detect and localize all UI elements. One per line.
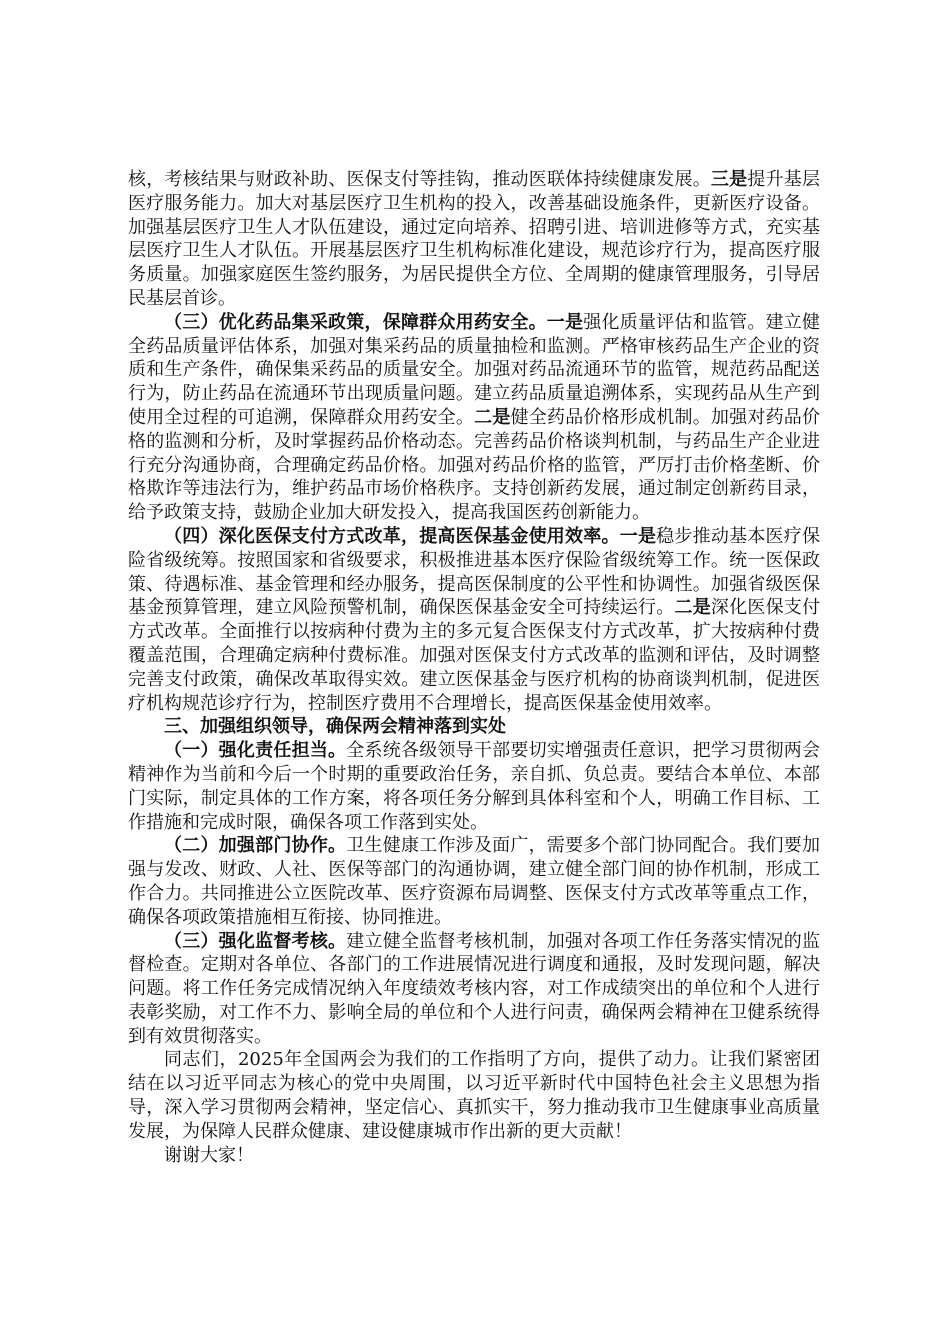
- paragraph-text: 核，考核结果与财政补助、医保支付等挂钩，推动医联体持续健康发展。: [128, 169, 711, 190]
- paragraph-medical-alliance: [128, 168, 820, 311]
- section-heading-drug-procurement: （三）优化药品集采政策，保障群众用药安全。一是: [164, 311, 584, 333]
- paragraph-text: 卫生健康工作涉及面广，需要多个部门协同配合。我们要加强与发改、财政、人社、医保等部门的沟通协调，建立健全部门间的协作机制，形成工作合力。共同推进公立医院改革、医疗资源布局调整、医保支付方式改革等重点工作，确保各项政策措施相互衔接、协同推进。: [128, 835, 821, 928]
- paragraph-text: 建立健全监督考核机制，加强对各项工作任务落实情况的监督检查。定期对各单位、各部门的工作进展情况进行调度和通报，及时发现问题，解决问题。将工作任务完成情况纳入年度绩效考核内容，对工作成绩突出的单位和个人进行表彰奖励，对工作不力、影响全局的单位和个人进行问责，确保两会精神在卫健系统得到有效贯彻落实。: [128, 930, 821, 1047]
- section-heading-insurance-payment: （四）深化医保支付方式改革，提高医保基金使用效率。一是: [164, 525, 657, 547]
- paragraph-responsibility: [128, 739, 820, 834]
- closing-thanks: 谢谢大家！: [164, 1144, 254, 1166]
- paragraph-text: 同志们，2025年全国两会为我们的工作指明了方向，提供了动力。让我们紧密团结在以习近平同志为核心的党中央周围，以习近平新时代中国特色社会主义思想为指导，深入学习贯彻两会精神，坚定信心、真抓实干，努力推动我市卫生健康事业高质量发展，为保障人民群众健康、建设健康城市作出新的更大贡献！: [128, 1049, 820, 1142]
- section-heading-supervision: （三）强化监督考核。: [164, 930, 347, 952]
- paragraph-closing: [128, 1048, 820, 1143]
- bold-marker-two: 二是: [474, 406, 511, 428]
- paragraph-supervision: [128, 930, 820, 1049]
- paragraph-text: 健全药品价格形成机制。加强对药品价格的监测和分析，及时掌握药品价格动态。完善药品价格谈判机制，与药品生产企业进行充分沟通协商，合理确定药品价格。加强对药品价格的监管，严厉打击价格垄断、价格欺诈等违法行为，维护药品市场价格秩序。支持创新药发展，通过制定创新药目录，给予政策支持，鼓励企业加大研发投入，提高我国医药创新能力。: [128, 406, 821, 524]
- part-three-heading: 三、加强组织领导，确保两会精神落到实处: [164, 716, 506, 738]
- paragraph-text: 全系统各级领导干部要切实增强责任意识，把学习贯彻两会精神作为当前和今后一个时期的重要政治任务，亲自抓、负总责。要结合本单位、本部门实际，制定具体的工作方案，将各项任务分解到具体科室和个人，明确工作目标、工作措施和完成时限，确保各项工作落到实处。: [128, 740, 821, 833]
- section-heading-department-coordination: （二）加强部门协作。: [164, 835, 347, 857]
- paragraph-text: 深化医保支付方式改革。全面推行以按病种付费为主的多元复合医保支付方式改革，扩大按病种付费覆盖范围，合理确定病种付费标准。加强对医保支付方式改革的监测和评估，及时调整完善支付政策，确保改革取得实效。建立医保基金与医疗机构的协商谈判机制，促进医疗机构规范诊疗行为，控制医疗费用不合理增长，提高医保基金使用效率。: [128, 597, 821, 714]
- paragraph-insurance-payment: [128, 525, 820, 715]
- bold-marker-two: 二是: [674, 597, 711, 619]
- paragraph-text: 强化质量评估和监管。建立健全药品质量评估体系，加强对集采药品的质量抽检和监测。严格审核药品生产企业的资质和生产条件，确保集采药品的质量安全。加强对药品流通环节的监管，规范药品配送行为，防止药品在流通环节出现质量问题。建立药品质量追溯体系，实现药品从生产到使用全过程的可追溯，保障群众用药安全。: [128, 311, 821, 428]
- paragraph-part-three-heading: [128, 715, 820, 739]
- paragraph-drug-procurement: [128, 311, 820, 525]
- paragraph-text: 稳步推动基本医疗保险省级统筹。按照国家和省级要求，积极推进基本医疗保险省级统筹工作。统一医保政策、待遇标准、基金管理和经办服务，提高医保制度的公平性和协调性。加强省级医保基金预算管理，建立风险预警机制，确保医保基金安全可持续运行。: [128, 525, 820, 619]
- paragraph-thanks: [128, 1144, 820, 1168]
- paragraph-text: 提升基层医疗服务能力。加大对基层医疗卫生机构的投入，改善基础设施条件，更新医疗设备。加强基层医疗卫生人才队伍建设，通过定向培养、招聘引进、培训进修等方式，充实基层医疗卫生人才队伍。开展基层医疗卫生机构标准化建设，规范诊疗行为，提高医疗服务质量。加强家庭医生签约服务，为居民提供全方位、全周期的健康管理服务，引导居民基层首诊。: [128, 169, 821, 309]
- bold-marker-three: 三是: [710, 169, 748, 190]
- section-heading-responsibility: （一）强化责任担当。: [164, 740, 347, 762]
- document-page: [128, 168, 820, 1167]
- paragraph-department-coordination: [128, 834, 820, 929]
